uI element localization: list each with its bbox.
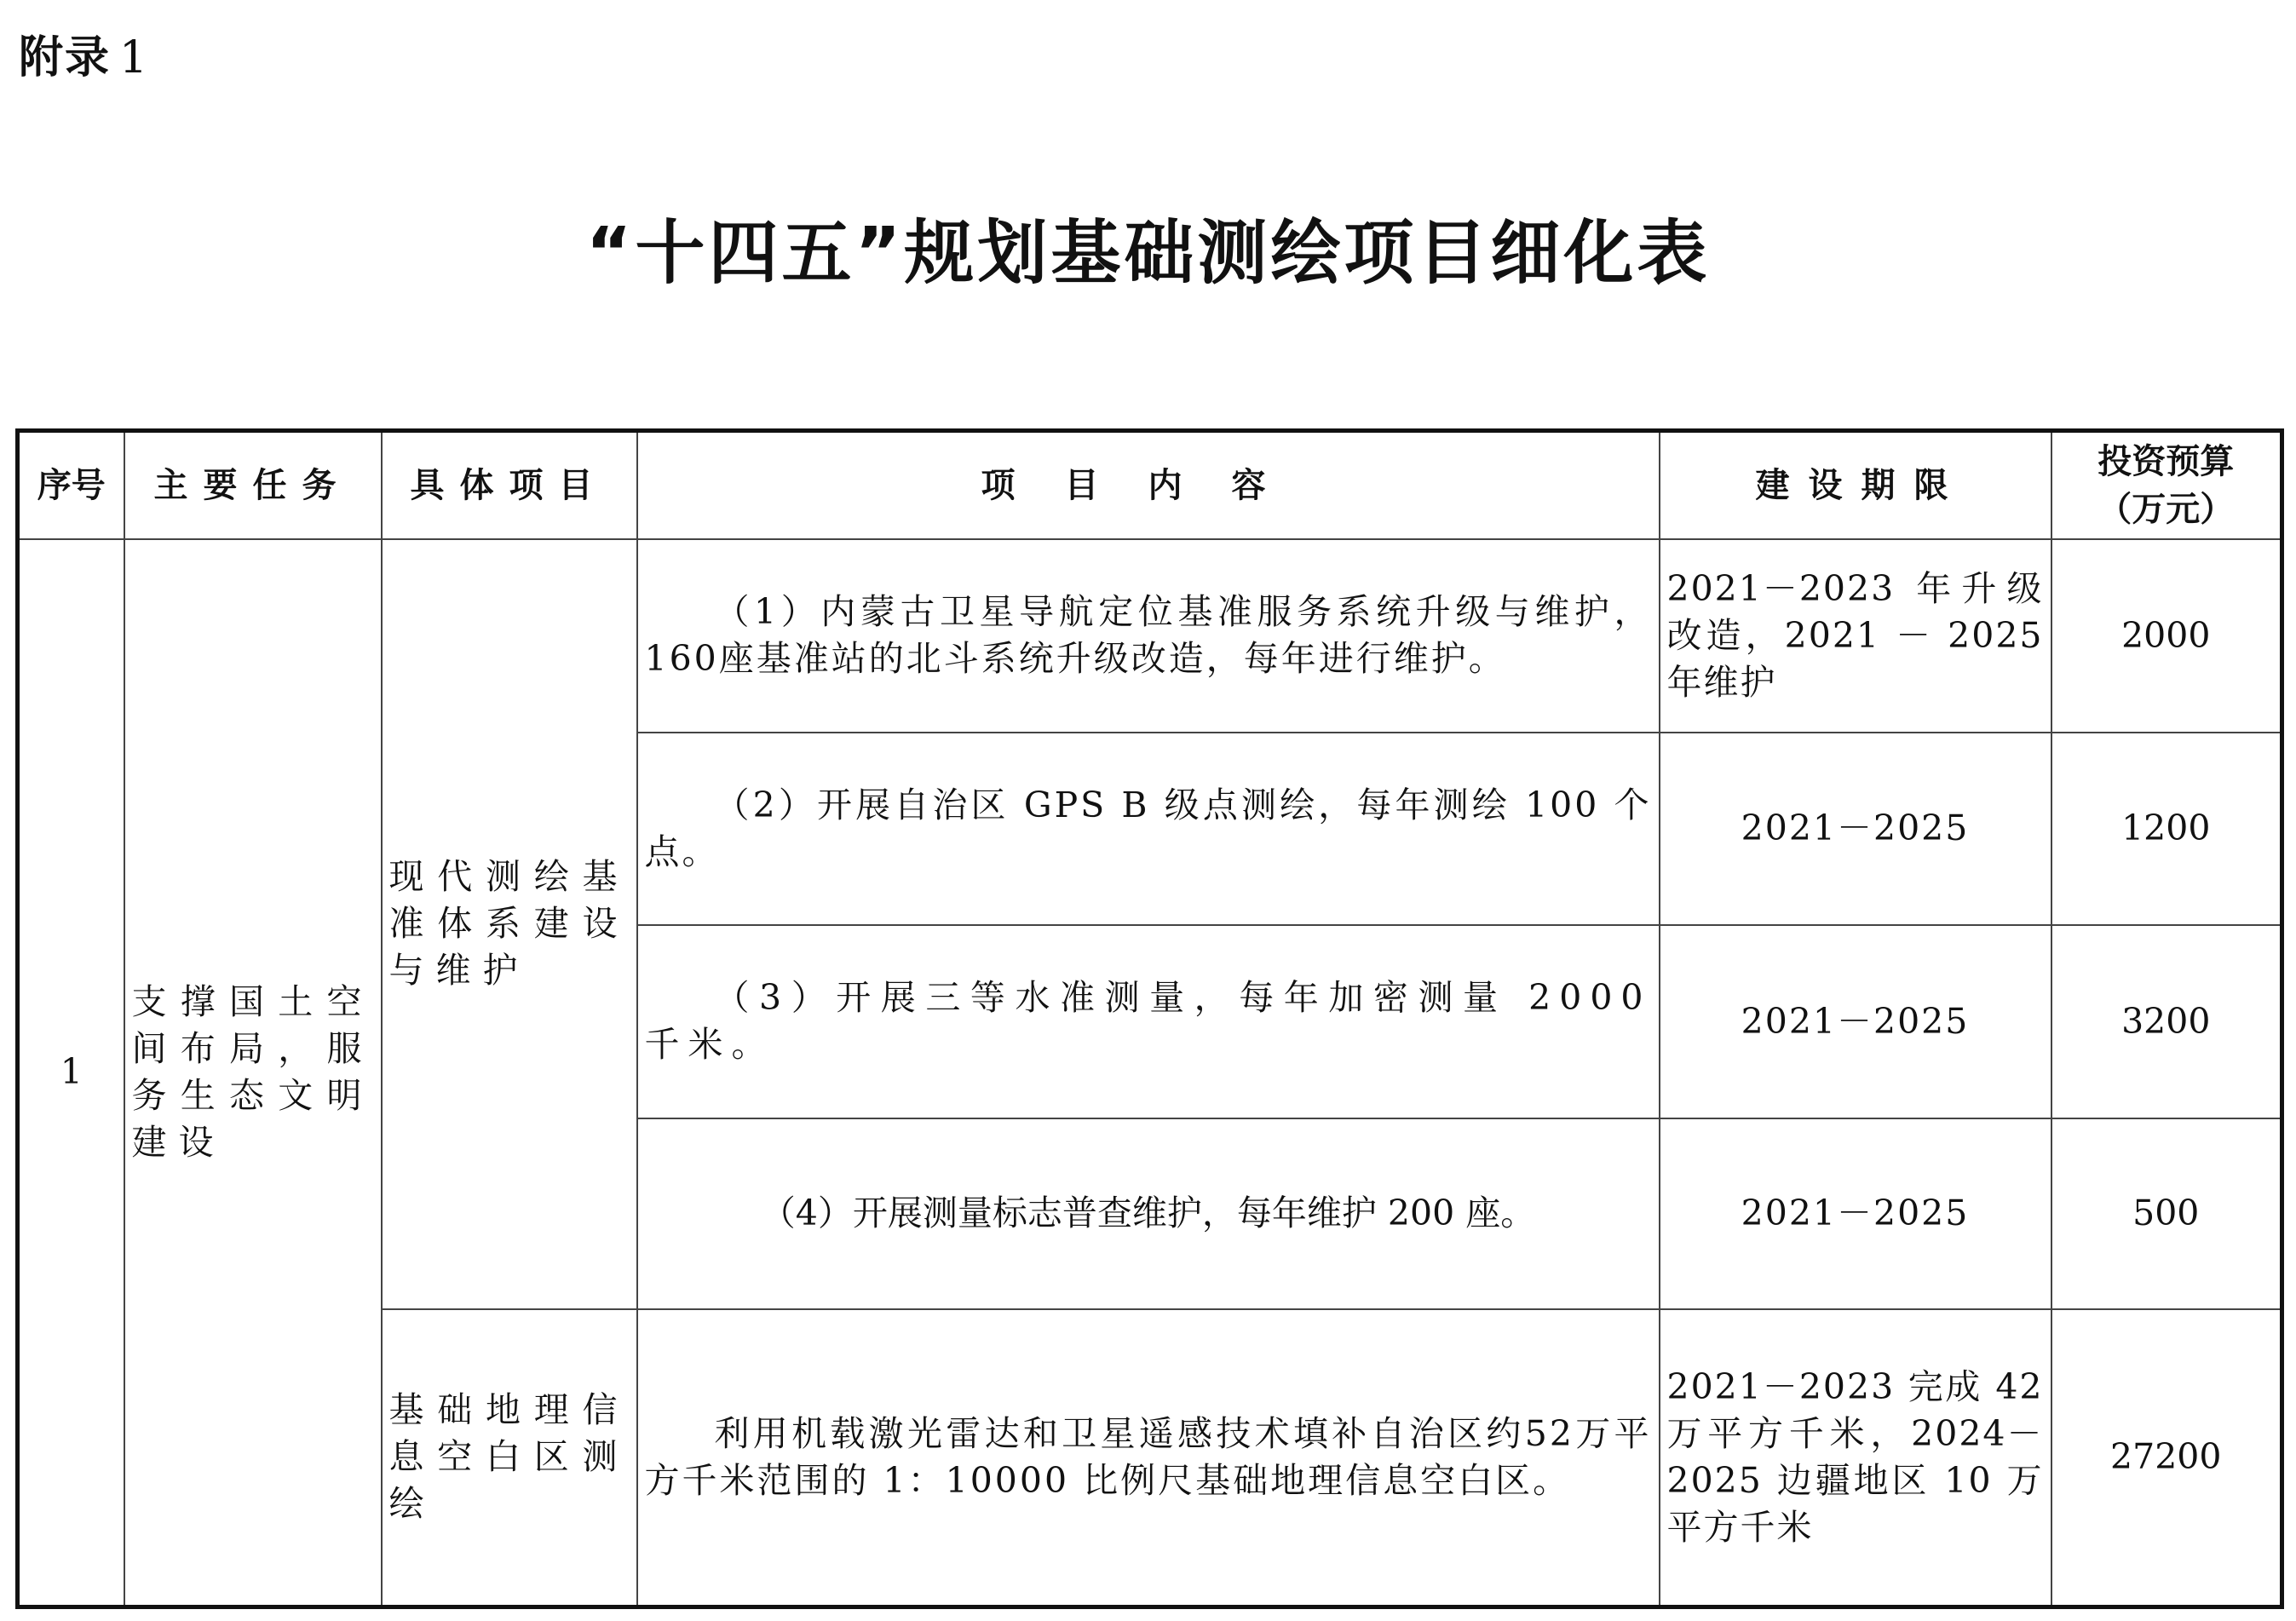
content-cell: （2）开展自治区 GPS B 级点测绘，每年测绘 100 个点。: [637, 733, 1660, 925]
header-project: 具体项目: [382, 431, 637, 539]
period-cell: 2021－2025: [1660, 733, 2051, 925]
budget-cell: 27200: [2051, 1309, 2282, 1607]
budget-cell: 1200: [2051, 733, 2282, 925]
main-task-cell: 支撑国土空间布局，服务生态文明建设: [124, 539, 382, 1607]
budget-cell: 2000: [2051, 539, 2282, 733]
budget-cell: 3200: [2051, 925, 2282, 1118]
header-seq: 序号: [18, 431, 124, 539]
appendix-number: 1: [119, 32, 150, 83]
page-title: “十四五”规划基础测绘项目细化表: [585, 213, 1711, 294]
content-cell: （3）开展三等水准测量，每年加密测量 2000 千米。: [637, 925, 1660, 1118]
content-cell: 利用机载激光雷达和卫星遥感技术填补自治区约52万平方千米范围的 1：10000 比例尺基础地理信息空白区。: [637, 1309, 1660, 1607]
header-budget-line2: （万元）: [2097, 489, 2235, 529]
project-table: [15, 428, 2284, 1609]
table-header-row: [18, 431, 2282, 539]
project-cell: 现代测绘基准体系建设与维护: [382, 539, 637, 1309]
appendix-label: [19, 31, 149, 85]
header-budget-line1: 投资预算: [2097, 441, 2235, 481]
content-cell: （1）内蒙古卫星导航定位基准服务系统升级与维护，160座基准站的北斗系统升级改造，每年进行维护。: [637, 539, 1660, 733]
header-content: 项目内容: [637, 431, 1660, 539]
period-cell: 2021－2023 年升级改造，2021 － 2025年维护: [1660, 539, 2051, 733]
project-cell: 基础地理信息空白区测绘: [382, 1309, 637, 1607]
period-cell: 2021－2023 完成 42 万平方千米，2024－2025 边疆地区 10 万平方千米: [1660, 1309, 2051, 1607]
budget-cell: 500: [2051, 1118, 2282, 1309]
period-cell: 2021－2025: [1660, 1118, 2051, 1309]
header-budget: [2051, 431, 2282, 539]
header-main-task: 主要任务: [124, 431, 382, 539]
table-row: [18, 539, 2282, 733]
appendix-text: 附录: [19, 32, 112, 83]
header-period: 建设期限: [1660, 431, 2051, 539]
seq-cell: 1: [18, 539, 124, 1607]
period-cell: 2021－2025: [1660, 925, 2051, 1118]
content-cell: （4）开展测量标志普查维护，每年维护 200 座。: [637, 1118, 1660, 1309]
